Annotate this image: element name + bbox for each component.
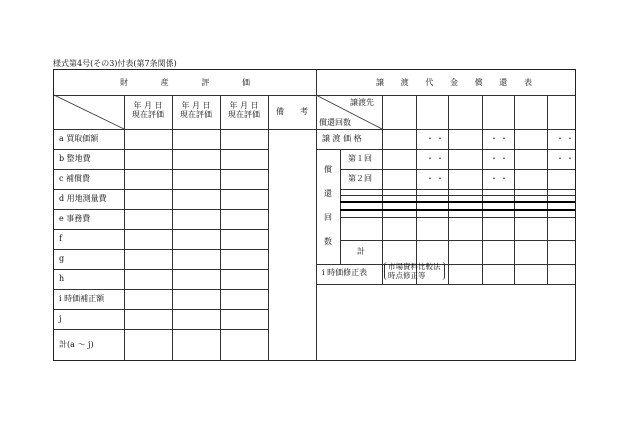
right-header xyxy=(376,77,532,88)
price-label: 譲 渡 価 格 xyxy=(322,134,362,143)
col-header xyxy=(172,101,220,119)
form-sheet xyxy=(53,69,576,361)
corner-top-label: 譲渡先 xyxy=(350,98,374,107)
left-header xyxy=(120,77,250,88)
left-header-char: 評 xyxy=(201,78,210,87)
row-label: f xyxy=(59,234,62,243)
right-header-char: 代 xyxy=(425,78,434,87)
right-header-char: 還 xyxy=(499,78,508,87)
row-label: j xyxy=(59,314,62,323)
dots: ・・ xyxy=(490,174,510,183)
grid-line xyxy=(316,284,466,285)
dots: ・・ xyxy=(490,154,510,163)
right-header-char: 譲 xyxy=(376,78,384,87)
adjust-option: 市場資料比較法 xyxy=(388,262,441,271)
remarks-char: 備 xyxy=(276,107,284,116)
adjust-option: 時点修正等 xyxy=(388,271,426,280)
right-header-char: 渡 xyxy=(400,78,409,87)
right-header-char: 償 xyxy=(474,78,483,87)
total-label: 計 xyxy=(357,247,365,256)
right-header-char: 表 xyxy=(523,78,532,87)
remarks-char: 考 xyxy=(300,107,308,116)
installment-label: 第１回 xyxy=(348,154,372,163)
repay-label-char: 償 xyxy=(324,165,332,174)
col-header-date: 年 月 日 xyxy=(229,101,259,110)
corner-bottom-label: 償還回数 xyxy=(319,118,351,127)
col-header-date: 年 月 日 xyxy=(181,101,211,110)
left-header-char: 財 xyxy=(120,78,128,87)
remarks-header xyxy=(276,106,308,117)
col-header-label: 現在評価 xyxy=(132,110,164,119)
form-title: 様式第4号(その3)付表(第7条関係) xyxy=(53,59,177,68)
row-label: a 買取価額 xyxy=(59,134,99,143)
dots: ・・ xyxy=(556,134,576,143)
repay-label-char: 回 xyxy=(324,213,332,222)
row-label: h xyxy=(59,274,65,283)
right-header-char: 金 xyxy=(449,78,458,87)
col-header-label: 現在評価 xyxy=(180,110,212,119)
dots: ・・ xyxy=(426,154,446,163)
dots: ・・ xyxy=(426,174,446,183)
row-label: i 時価補正額 xyxy=(59,294,105,303)
repay-label-char: 還 xyxy=(324,189,332,198)
dots: ・・ xyxy=(490,134,510,143)
adjust-label: i 時価修正表 xyxy=(322,268,368,277)
installment-label: 第２回 xyxy=(348,174,372,183)
col-header xyxy=(220,101,268,119)
row-label: c 補償費 xyxy=(59,174,91,183)
col-header-date: 年 月 日 xyxy=(133,101,163,110)
repay-label-char: 数 xyxy=(324,237,332,246)
row-label: 計(a ～ j) xyxy=(59,340,94,349)
row-label: e 事務費 xyxy=(59,214,91,223)
row-label: g xyxy=(59,254,65,263)
adjust-options xyxy=(384,262,445,280)
left-header-char: 産 xyxy=(160,78,169,87)
col-header-label: 現在評価 xyxy=(228,110,260,119)
dots: ・・ xyxy=(556,154,576,163)
left-header-char: 価 xyxy=(241,78,250,87)
row-label: d 用地測量費 xyxy=(59,194,107,203)
row-label: b 整地費 xyxy=(59,154,91,163)
dots: ・・ xyxy=(426,134,446,143)
col-header xyxy=(124,101,172,119)
